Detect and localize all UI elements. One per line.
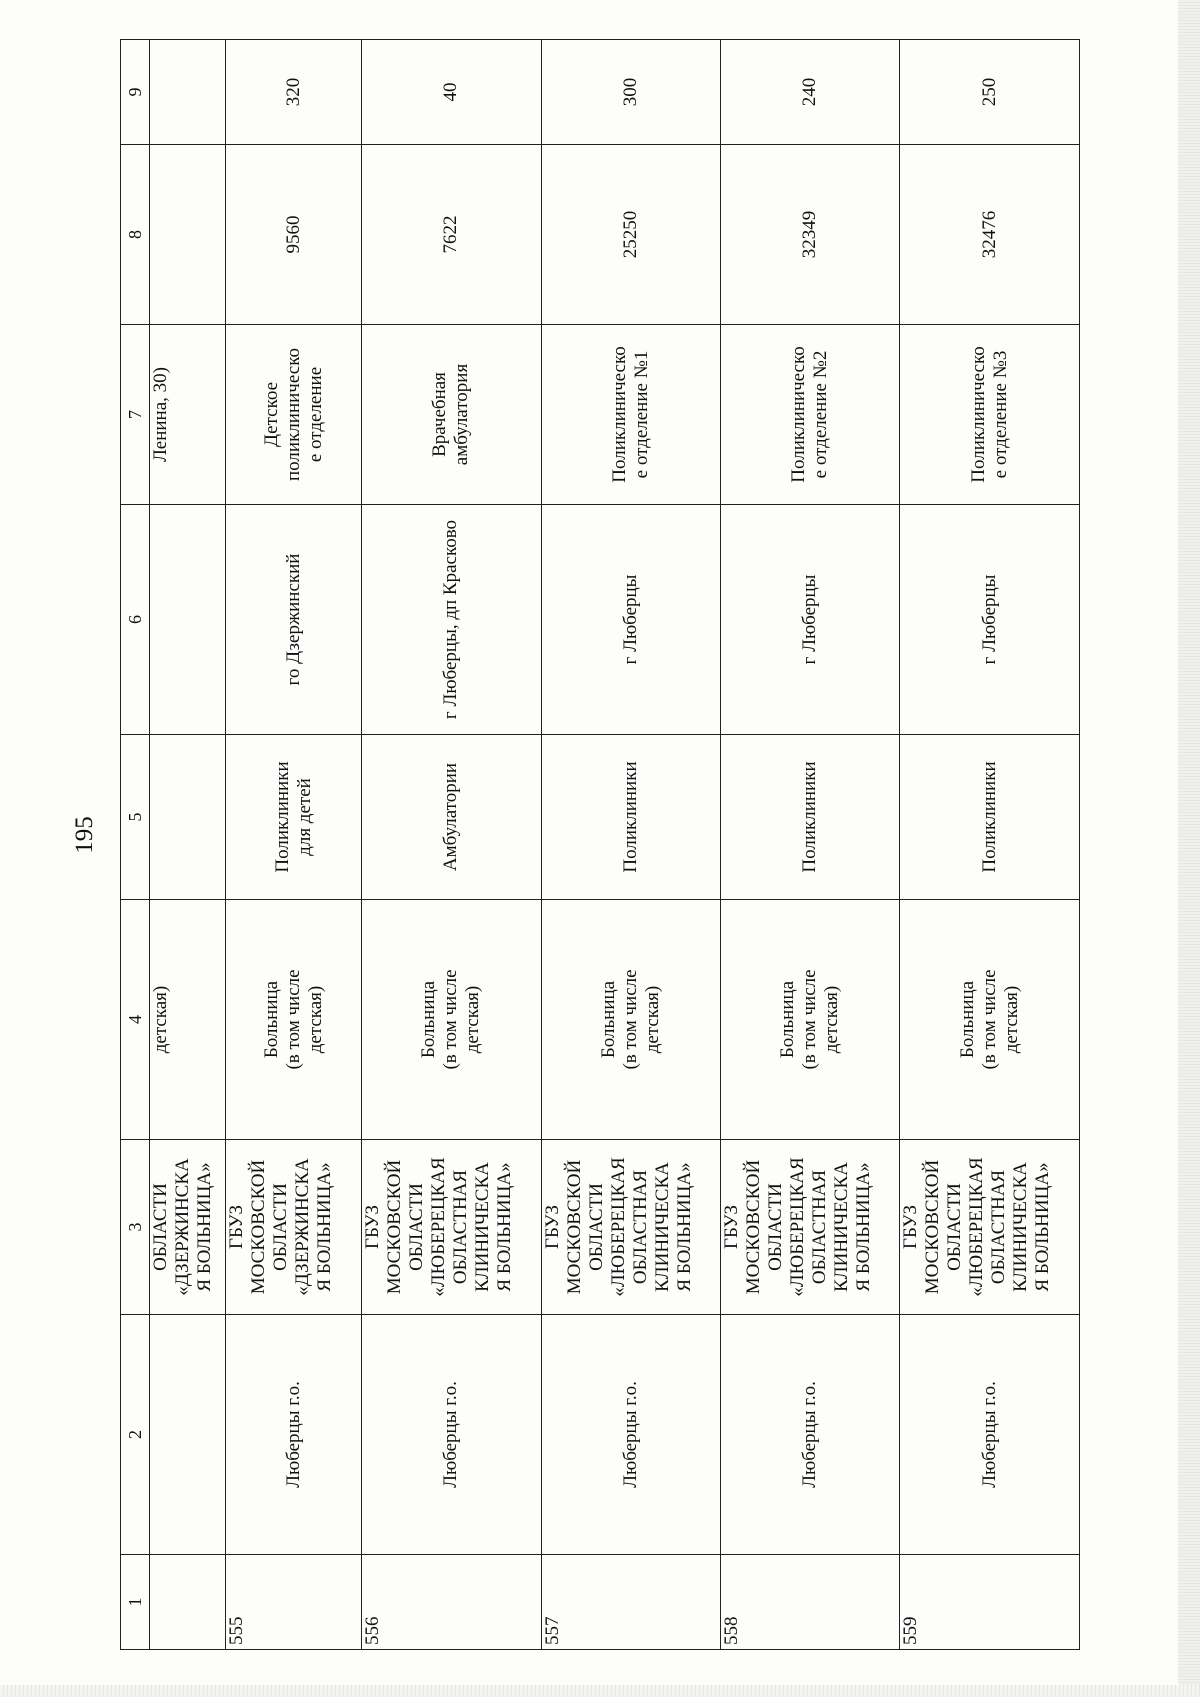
capacity-cell: 40	[362, 40, 541, 145]
organization-cell: ГБУЗ МОСКОВСКОЙ ОБЛАСТИ «ДЗЕРЖИНСКА Я БОЛЬНИЦА»	[226, 1140, 362, 1315]
unit-type-cell	[150, 735, 226, 900]
row-number: 556	[362, 1555, 541, 1650]
population-cell: 32349	[721, 145, 900, 325]
locality-cell: г Люберцы	[900, 505, 1080, 735]
capacity-cell: 240	[721, 40, 900, 145]
locality-cell	[150, 505, 226, 735]
table-row	[541, 40, 720, 1650]
population-cell	[150, 145, 226, 325]
column-header: 4	[121, 900, 150, 1140]
organization-type-cell: Больница (в том числе детская)	[721, 900, 900, 1140]
table-row	[226, 40, 362, 1650]
locality-cell: г Люберцы	[721, 505, 900, 735]
column-header: 6	[121, 505, 150, 735]
column-header: 2	[121, 1315, 150, 1555]
unit-name-cell: Поликлиническо е отделение №2	[721, 325, 900, 505]
district-cell: Люберцы г.о.	[541, 1315, 720, 1555]
row-number	[150, 1555, 226, 1650]
unit-type-cell: Амбулатории	[362, 735, 541, 900]
row-number: 557	[541, 1555, 720, 1650]
unit-type-cell: Поликлиники	[541, 735, 720, 900]
column-header: 5	[121, 735, 150, 900]
table-row	[362, 40, 541, 1650]
table-row	[721, 40, 900, 1650]
column-header: 7	[121, 325, 150, 505]
organization-cell: ОБЛАСТИ «ДЗЕРЖИНСКА Я БОЛЬНИЦА»	[150, 1140, 226, 1315]
organization-type-cell: Больница (в том числе детская)	[900, 900, 1080, 1140]
page-number: 195	[71, 816, 98, 854]
column-header: 1	[121, 1555, 150, 1650]
organization-type-cell: Больница (в том числе детская)	[362, 900, 541, 1140]
row-number: 555	[226, 1555, 362, 1650]
row-number: 558	[721, 1555, 900, 1650]
district-cell: Люберцы г.о.	[226, 1315, 362, 1555]
unit-name-cell: Детское поликлиническо е отделение	[226, 325, 362, 505]
population-cell: 7622	[362, 145, 541, 325]
organization-cell: ГБУЗ МОСКОВСКОЙ ОБЛАСТИ «ЛЮБЕРЕЦКАЯ ОБЛАСТНАЯ КЛИНИЧЕСКА Я БОЛЬНИЦА»	[721, 1140, 900, 1315]
organization-cell: ГБУЗ МОСКОВСКОЙ ОБЛАСТИ «ЛЮБЕРЕЦКАЯ ОБЛАСТНАЯ КЛИНИЧЕСКА Я БОЛЬНИЦА»	[541, 1140, 720, 1315]
unit-type-cell: Поликлиники	[900, 735, 1080, 900]
capacity-cell: 250	[900, 40, 1080, 145]
unit-name-cell: Врачебная амбулатория	[362, 325, 541, 505]
continuation-row	[150, 40, 226, 1650]
organization-cell: ГБУЗ МОСКОВСКОЙ ОБЛАСТИ «ЛЮБЕРЕЦКАЯ ОБЛАСТНАЯ КЛИНИЧЕСКА Я БОЛЬНИЦА»	[362, 1140, 541, 1315]
column-header: 8	[121, 145, 150, 325]
scan-edge-noise	[1178, 0, 1200, 1697]
organization-type-cell: Больница (в том числе детская)	[541, 900, 720, 1140]
unit-type-cell: Поликлиники	[721, 735, 900, 900]
rotated-table-container	[120, 40, 1080, 1650]
facilities-table	[120, 39, 1080, 1650]
unit-name-cell: Ленина, 30)	[150, 325, 226, 505]
population-cell: 32476	[900, 145, 1080, 325]
locality-cell: го Дзержинский	[226, 505, 362, 735]
column-number-row	[121, 40, 150, 1650]
locality-cell: г Люберцы, дп Красково	[362, 505, 541, 735]
organization-type-cell: Больница (в том числе детская)	[226, 900, 362, 1140]
column-header: 3	[121, 1140, 150, 1315]
district-cell: Люберцы г.о.	[900, 1315, 1080, 1555]
table-row	[900, 40, 1080, 1650]
unit-name-cell: Поликлиническо е отделение №3	[900, 325, 1080, 505]
district-cell: Люберцы г.о.	[362, 1315, 541, 1555]
column-header: 9	[121, 40, 150, 145]
district-cell: Люберцы г.о.	[721, 1315, 900, 1555]
row-number: 559	[900, 1555, 1080, 1650]
unit-name-cell: Поликлиническо е отделение №1	[541, 325, 720, 505]
unit-type-cell: Поликлиники для детей	[226, 735, 362, 900]
capacity-cell: 300	[541, 40, 720, 145]
organization-cell: ГБУЗ МОСКОВСКОЙ ОБЛАСТИ «ЛЮБЕРЕЦКАЯ ОБЛАСТНАЯ КЛИНИЧЕСКА Я БОЛЬНИЦА»	[900, 1140, 1080, 1315]
population-cell: 25250	[541, 145, 720, 325]
organization-type-cell: детская)	[150, 900, 226, 1140]
locality-cell: г Люберцы	[541, 505, 720, 735]
population-cell: 9560	[226, 145, 362, 325]
district-cell	[150, 1315, 226, 1555]
capacity-cell: 320	[226, 40, 362, 145]
capacity-cell	[150, 40, 226, 145]
scan-bottom-noise	[0, 1685, 1200, 1697]
